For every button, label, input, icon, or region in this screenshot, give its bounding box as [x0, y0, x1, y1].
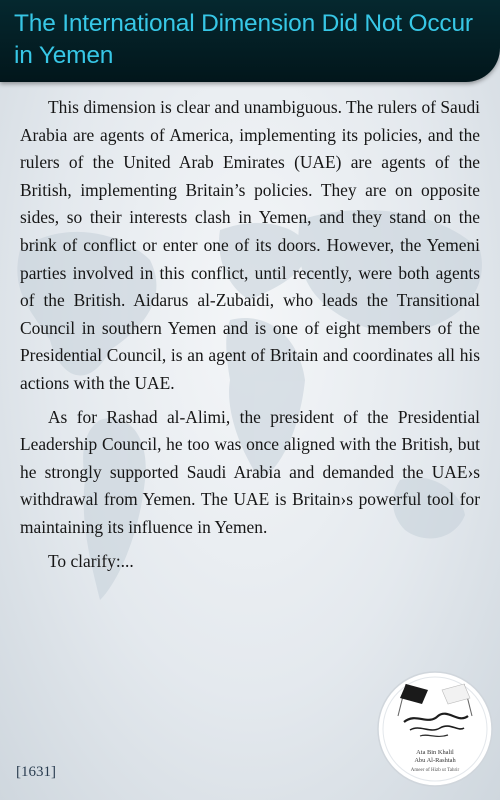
paragraph-3: To clarify:... [48, 550, 134, 571]
emblem-line2: Abu Al-Rashtah [414, 757, 456, 764]
emblem-line1: Ata Bin Khalil [416, 749, 454, 756]
seal-emblem-icon [376, 670, 494, 788]
emblem-line3: Ameer of Hizb ut Tahrir [410, 768, 460, 773]
paragraph-2: As for Rashad al-Alimi, the president of the Presidential Leadership Council, he too was once aligned with the British, but he strongly supported Saudi Arabia and demanded the UAE›s withdrawal from Yemen. The UAE is Britain›s powerful tool for maintaining its influence in Yemen. [20, 406, 480, 537]
reference-number: [1631] [16, 764, 56, 780]
article-body [20, 94, 480, 581]
page-title: The International Dimension Did Not Occur in Yemen [14, 10, 473, 69]
header-bar [0, 0, 500, 82]
paragraph-1: This dimension is clear and unambiguous. The rulers of Saudi Arabia are agents of America, implementing its policies, and the rulers of the United Arab Emirates (UAE) are agents of the British, implementing Britain’s policies. They are on opposite sides, so their interests clash in Yemen, and they stand on the brink of conflict or enter one of its doors. However, the Yemeni parties involved in this conflict, until recently, were both agents of the British. Aidarus al-Zubaidi, who leads the Transitional Council in southern Yemen and is one of eight members of the Presidential Council, is an agent of Britain and coordinates all his actions with the UAE. [20, 97, 480, 393]
